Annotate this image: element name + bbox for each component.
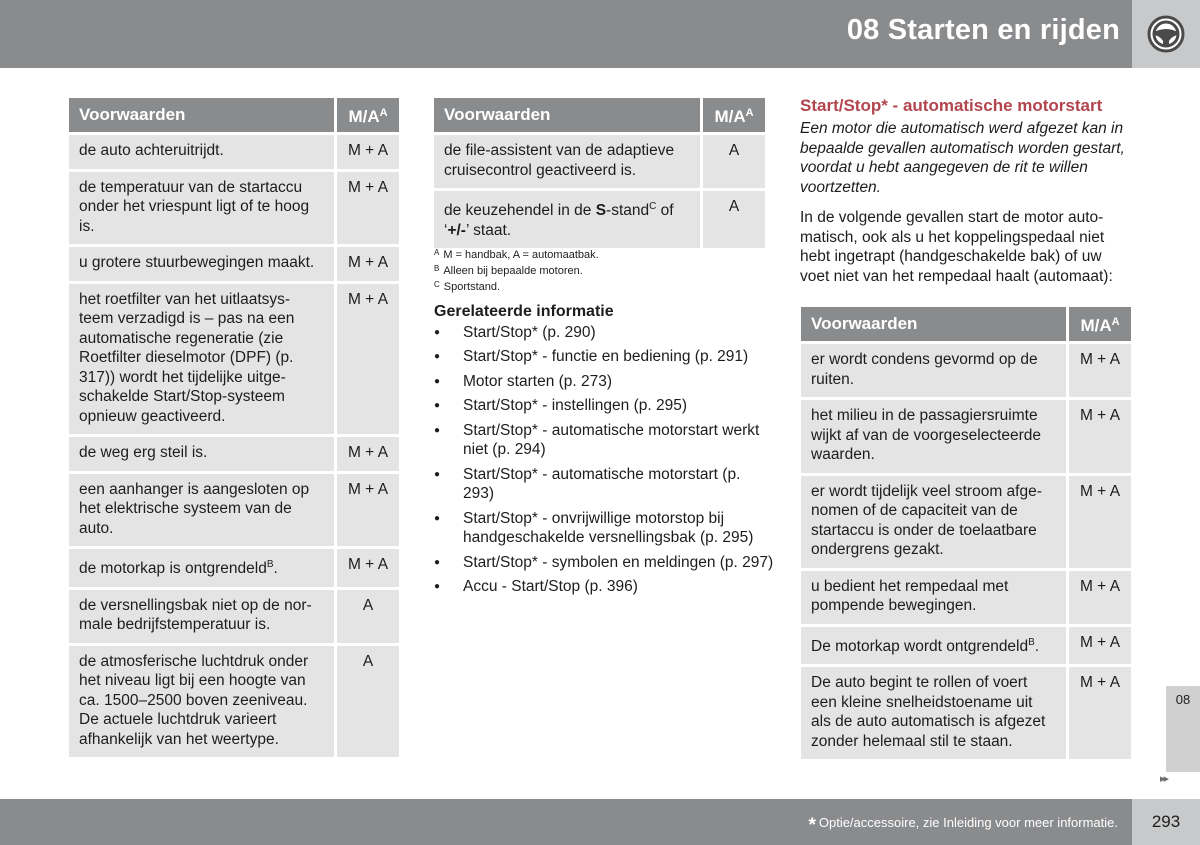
related-link[interactable]: ● Motor starten (p. 273) (434, 372, 774, 392)
condition-cell: de versnellingsbak niet op de nor- male bedrijfstemperatuur is. (69, 590, 334, 643)
chapter-side-tab: 08 (1166, 686, 1200, 772)
value-cell: M + A (337, 284, 399, 435)
table-row (434, 191, 765, 248)
section-body: In de volgende gevallen start de motor auto- matisch, ook als u het koppelingspedaal niet hebt ingetrapt (handgeschakelde bak) of uw voet niet van het rempedaal haalt (automaat): (800, 209, 1113, 285)
footnote: $^A$ M = handbak, A = automaatbak. (434, 248, 599, 261)
condition-cell: de keuzehendel in de S-stand$^C$ of ‘+/-’ staat. (434, 191, 700, 248)
value-cell: M + A (1069, 571, 1131, 624)
conditions-table-left (69, 95, 399, 760)
value-cell: M + A (337, 172, 399, 245)
chapter-icon-box (1132, 0, 1200, 68)
double-chevron-right-icon: ▸▸ (1160, 773, 1168, 785)
related-title: Gerelateerde informatie (434, 303, 614, 320)
related-link[interactable]: ● Start/Stop* (p. 290) (434, 323, 774, 343)
condition-cell: de atmosferische luchtdruk onder het niveau ligt bij een hoogte van ca. 1500–2500 boven zeeniveau. De actuele luchtdruk varieert afhankelijk van het weertype. (69, 646, 334, 758)
condition-cell: u grotere stuurbewegingen maakt. (69, 247, 334, 281)
conditions-table-right (801, 304, 1131, 762)
value-cell: M + A (337, 549, 399, 587)
condition-cell: een aanhanger is aangesloten op het elektrische systeem van de auto. (69, 474, 334, 547)
value-cell: M + A (1069, 400, 1131, 473)
value-cell: M + A (1069, 344, 1131, 397)
condition-cell: De auto begint te rollen of voert een kleine snelheidstoename uit als de auto automatisch is afgezet zonder helemaal stil te staan. (801, 667, 1066, 759)
table-header-condition: Voorwaarden (801, 307, 1066, 341)
condition-cell: de motorkap is ontgrendeld$^B$. (69, 549, 334, 587)
related-link[interactable]: ● Start/Stop* - symbolen en meldingen (p. 297) (434, 553, 774, 573)
table-row (69, 247, 399, 281)
table-header-ma: $M/A^A$ (1069, 307, 1131, 341)
value-cell: M + A (1069, 627, 1131, 665)
related-list (434, 323, 774, 597)
condition-cell: de auto achteruitrijdt. (69, 135, 334, 169)
value-cell: M + A (337, 474, 399, 547)
table-row (69, 437, 399, 471)
value-cell: M + A (337, 247, 399, 281)
table-row (801, 344, 1131, 397)
footer-note: * Optie/accessoire, zie Inleiding voor meer informatie. (808, 815, 1118, 836)
value-cell: M + A (337, 437, 399, 471)
autostart-section (800, 96, 1135, 286)
section-title: Start/Stop* - automatische motorstart (800, 96, 1103, 115)
footnotes (434, 246, 599, 294)
condition-cell: de weg erg steil is. (69, 437, 334, 471)
table-row (69, 284, 399, 435)
condition-cell: de temperatuur van de startaccu onder het vriespunt ligt of te hoog is. (69, 172, 334, 245)
footnote: $^B$ Alleen bij bepaalde motoren. (434, 264, 583, 277)
table-row (69, 590, 399, 643)
table-header-ma: $M/A^A$ (703, 98, 765, 132)
table-header-condition: Voorwaarden (434, 98, 700, 132)
table-row (69, 135, 399, 169)
table-row (69, 646, 399, 758)
value-cell: M + A (1069, 476, 1131, 568)
value-cell: M + A (337, 135, 399, 169)
table-header-condition: Voorwaarden (69, 98, 334, 132)
section-intro: Een motor die automatisch werd afgezet kan in bepaalde gevallen automatisch worden gestart, voordat u hebt aangegeven de rit te willen voortzetten. (800, 120, 1125, 196)
conditions-table-middle (434, 95, 765, 251)
table-row (434, 135, 765, 188)
value-cell: A (337, 590, 399, 643)
condition-cell: u bedient het rempedaal met pompende bewegingen. (801, 571, 1066, 624)
steering-wheel-icon (1146, 14, 1186, 54)
related-information (434, 302, 774, 602)
related-link[interactable]: ● Accu - Start/Stop (p. 396) (434, 577, 774, 597)
related-link[interactable]: ● Start/Stop* - instellingen (p. 295) (434, 396, 774, 416)
table-row (801, 571, 1131, 624)
value-cell: M + A (1069, 667, 1131, 759)
table-row (801, 667, 1131, 759)
related-link[interactable]: ● Start/Stop* - automatische motorstart werkt niet (p. 294) (434, 421, 774, 460)
condition-cell: er wordt tijdelijk veel stroom afge- nomen of de capaciteit van de startaccu is onder de toelaatbare ondergrens gezakt. (801, 476, 1066, 568)
table-row (801, 400, 1131, 473)
condition-cell: het roetfilter van het uitlaatsys- teem verzadigd is – pas na een automatische regeneratie (zie Roetfilter dieselmotor (DPF) (p. 317)) wordt het tijdelijke uitge- schakelde Start/Stop-systeem opnieuw geactiveerd. (69, 284, 334, 435)
footnote: $^C$ Sportstand. (434, 280, 501, 293)
related-link[interactable]: ● Start/Stop* - functie en bediening (p. 291) (434, 347, 774, 367)
value-cell: A (337, 646, 399, 758)
table-row (69, 549, 399, 587)
table-row (801, 476, 1131, 568)
table-row (69, 474, 399, 547)
related-link[interactable]: ● Start/Stop* - automatische motorstart (p. 293) (434, 465, 774, 504)
related-link[interactable]: ● Start/Stop* - onvrijwillige motorstop bij handgeschakelde versnellingsbak (p. 295) (434, 509, 774, 548)
condition-cell: De motorkap wordt ontgrendeld$^B$. (801, 627, 1066, 665)
table-row (801, 627, 1131, 665)
value-cell: A (703, 135, 765, 188)
table-header-ma: $M/A^A$ (337, 98, 399, 132)
chapter-title: 08 Starten en rijden (846, 14, 1120, 46)
condition-cell: de file-assistent van de adaptieve cruisecontrol geactiveerd is. (434, 135, 700, 188)
condition-cell: het milieu in de passagiersruimte wijkt af van de voorgeselecteerde waarden. (801, 400, 1066, 473)
table-row (69, 172, 399, 245)
page-number: 293 (1132, 799, 1200, 845)
condition-cell: er wordt condens gevormd op de ruiten. (801, 344, 1066, 397)
value-cell: A (703, 191, 765, 248)
